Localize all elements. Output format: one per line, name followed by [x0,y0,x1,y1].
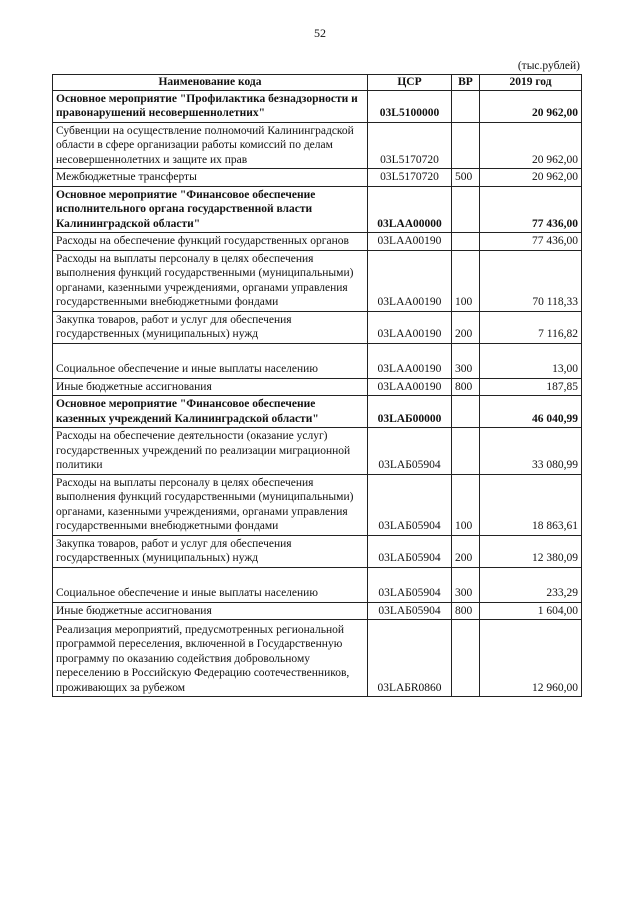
cell-name: Межбюджетные трансферты [53,169,368,187]
cell-vr: 800 [452,602,480,620]
cell-vr: 100 [452,474,480,535]
cell-csr: 03LAA00190 [368,311,452,343]
table-row [53,169,582,187]
cell-csr: 03LAA00190 [368,343,452,378]
cell-csr: 03LAA00190 [368,250,452,311]
cell-vr: 500 [452,169,480,187]
table-header-row [53,75,582,91]
cell-csr: 03LAБ05904 [368,474,452,535]
cell-name: Основное мероприятие "Финансовое обеспечение исполнительного органа государственной власти Калининградской области" [53,186,368,233]
header-csr: ЦСР [368,75,452,91]
cell-amount: 7 116,82 [480,311,582,343]
cell-name: Основное мероприятие "Финансовое обеспечение казенных учреждений Калининградской области" [53,396,368,428]
cell-vr [452,122,480,169]
cell-amount: 20 962,00 [480,169,582,187]
cell-name: Субвенции на осуществление полномочий Калининградской области в сфере организации работы комиссий по делам несовершеннолетних и защите их прав [53,122,368,169]
table-row [53,186,582,233]
cell-name: Расходы на выплаты персоналу в целях обеспечения выполнения функций государственными (муниципальными) органами, казенными учреждениями, органами управления государственными внебюджетными фондами [53,474,368,535]
table-row [53,233,582,251]
table-row [53,602,582,620]
cell-name: Расходы на обеспечение функций государственных органов [53,233,368,251]
table-row [53,250,582,311]
table-row [53,567,582,602]
cell-name: Социальное обеспечение и иные выплаты населению [53,343,368,378]
header-name: Наименование кода [53,75,368,91]
header-vr: ВР [452,75,480,91]
cell-csr: 03LAБ05904 [368,567,452,602]
cell-name: Закупка товаров, работ и услуг для обеспечения государственных (муниципальных) нужд [53,535,368,567]
cell-csr: 03L5100000 [368,90,452,122]
table-row [53,396,582,428]
cell-amount: 13,00 [480,343,582,378]
cell-amount: 12 380,09 [480,535,582,567]
units-label: (тыс.рублей) [517,60,580,72]
cell-csr: 03LAБ05904 [368,602,452,620]
table-row [53,90,582,122]
cell-name: Закупка товаров, работ и услуг для обеспечения государственных (муниципальных) нужд [53,311,368,343]
cell-vr [452,620,480,697]
budget-table [52,74,582,697]
cell-csr: 03L5170720 [368,169,452,187]
cell-csr: 03LAБ05904 [368,428,452,475]
cell-vr: 300 [452,343,480,378]
cell-name: Социальное обеспечение и иные выплаты населению [53,567,368,602]
table-row [53,620,582,697]
table-row [53,428,582,475]
cell-amount: 77 436,00 [480,186,582,233]
cell-vr: 200 [452,311,480,343]
cell-amount: 20 962,00 [480,90,582,122]
cell-vr: 200 [452,535,480,567]
cell-amount: 18 863,61 [480,474,582,535]
table-body [53,90,582,697]
cell-vr [452,186,480,233]
cell-amount: 12 960,00 [480,620,582,697]
cell-csr: 03LAA00190 [368,233,452,251]
cell-vr [452,233,480,251]
cell-name: Расходы на выплаты персоналу в целях обеспечения выполнения функций государственными (муниципальными) органами, казенными учреждениями, органами управления государственными внебюджетными фондами [53,250,368,311]
cell-amount: 20 962,00 [480,122,582,169]
cell-vr [452,396,480,428]
cell-amount: 1 604,00 [480,602,582,620]
page-number: 52 [314,26,326,40]
cell-csr: 03LAБ05904 [368,535,452,567]
cell-name: Реализация мероприятий, предусмотренных региональной программой переселения, включенной в Государственную программу по оказанию содействия добровольному переселению в Российскую Федерацию соотечественников, проживающих за рубежом [53,620,368,697]
cell-amount: 187,85 [480,378,582,396]
cell-name: Иные бюджетные ассигнования [53,378,368,396]
cell-csr: 03LAA00000 [368,186,452,233]
cell-csr: 03LAA00190 [368,378,452,396]
table-row [53,535,582,567]
cell-amount: 70 118,33 [480,250,582,311]
cell-vr: 100 [452,250,480,311]
table-row [53,343,582,378]
cell-csr: 03LAБR0860 [368,620,452,697]
cell-amount: 233,29 [480,567,582,602]
cell-csr: 03L5170720 [368,122,452,169]
table-row [53,122,582,169]
table-row [53,474,582,535]
cell-vr: 800 [452,378,480,396]
cell-csr: 03LAБ00000 [368,396,452,428]
cell-amount: 33 080,99 [480,428,582,475]
cell-vr: 300 [452,567,480,602]
cell-name: Иные бюджетные ассигнования [53,602,368,620]
table-row [53,378,582,396]
table-row [53,311,582,343]
cell-vr [452,428,480,475]
cell-vr [452,90,480,122]
cell-name: Основное мероприятие "Профилактика безнадзорности и правонарушений несовершеннолетних" [53,90,368,122]
cell-amount: 46 040,99 [480,396,582,428]
header-year: 2019 год [480,75,582,91]
cell-name: Расходы на обеспечение деятельности (оказание услуг) государственных учреждений по реализации миграционной политики [53,428,368,475]
cell-amount: 77 436,00 [480,233,582,251]
